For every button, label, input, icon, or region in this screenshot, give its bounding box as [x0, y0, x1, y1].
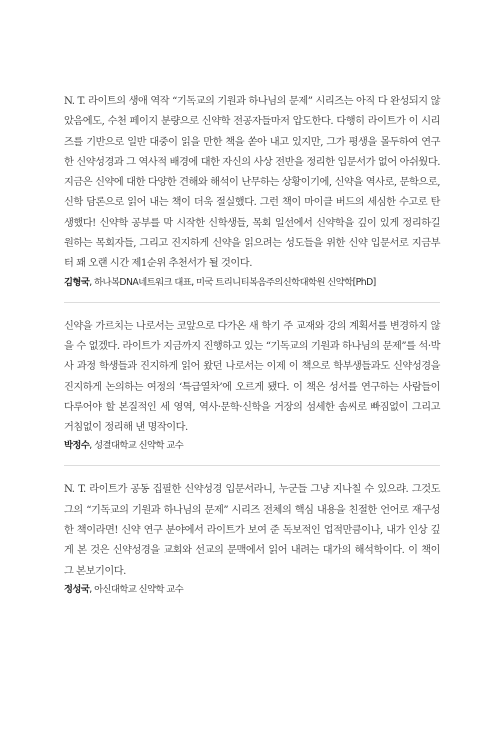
- endorsement-page: [64, 92, 440, 597]
- divider: [64, 302, 440, 303]
- endorser-role: , 아신대학교 신약학 교수: [89, 583, 184, 595]
- endorsement-3: [64, 480, 440, 596]
- endorser-name: 김형국: [64, 276, 90, 288]
- endorsement-attribution: [64, 276, 440, 290]
- endorsement-2: [64, 317, 440, 454]
- endorsement-attribution: [64, 583, 440, 597]
- endorsement-text: N. T. 라이트가 공동 집필한 신약성경 입문서라니, 누군들 그냥 지나칠 수 있으랴. 그것도 그의 “기독교의 기원과 하나님의 문제” 시리즈 전체의 핵심 내용을 친절한 언어로 재구성한 책이라면! 신약 연구 분야에서 라이트가 보여 준 독보적인 업적만큼이나, 내가 인상 깊게 본 것은 신약성경을 교회와 선교의 문맥에서 읽어 내려는 대가의 해석학이다. 이 책이 그 본보기이다.: [64, 484, 440, 577]
- endorsement-1: [64, 92, 440, 290]
- endorser-name: 정성국: [64, 583, 90, 595]
- endorser-name: 박정수: [64, 440, 90, 452]
- endorsement-text: N. T. 라이트의 생애 역작 “기독교의 기원과 하나님의 문제” 시리즈는 아직 다 완성되지 않았음에도, 수천 페이지 분량으로 신약학 전공자들마저 압도한다. 다행히 라이트가 이 시리즈를 기반으로 일반 대중이 읽을 만한 책을 쏟아 내고 있지만, 그가 평생을 몰두하여 연구한 신약성경과 그 역사적 배경에 대한 자신의 사상 전반을 정리한 입문서가 없어 아쉬웠다. 지금은 신약에 대한 다양한 견해와 해석이 난무하는 상황이기에, 신약을 역사로, 문학으로, 신학 담론으로 읽어 내는 책이 더욱 절실했다. 그런 책이 마이클 버드의 세심한 수고로 탄생했다! 신약학 공부를 막 시작한 신학생들, 목회 일선에서 신약학을 깊이 있게 정리하길 원하는 목회자들, 그리고 진지하게 신약을 읽으려는 성도들을 위한 신약 입문서로 지금부터 꽤 오랜 시간 제1순위 추천서가 될 것이다.: [64, 96, 440, 270]
- endorsement-text: 신약을 가르치는 나로서는 코앞으로 다가온 새 학기 주 교재와 강의 계획서를 변경하지 않을 수 없겠다. 라이트가 지금까지 진행하고 있는 “기독교의 기원과 하나님의 문제”를 석·박사 과정 학생들과 진지하게 읽어 왔던 나로서는 이제 이 책으로 학부생들과도 신약성경을 진지하게 논의하는 여정의 ‘특급열차’에 오르게 됐다. 이 책은 성서를 연구하는 사람들이 다루어야 할 본질적인 세 영역, 역사·문학·신학을 거장의 섬세한 솜씨로 빠짐없이 그리고 거침없이 정리해 낸 명작이다.: [64, 320, 440, 434]
- endorser-role: , 성결대학교 신약학 교수: [89, 440, 184, 452]
- divider: [64, 465, 440, 466]
- endorser-role: , 하나복DNA네트워크 대표, 미국 트리니티복음주의신학대학원 신약학[PhD]: [89, 276, 376, 288]
- endorsement-attribution: [64, 439, 440, 453]
